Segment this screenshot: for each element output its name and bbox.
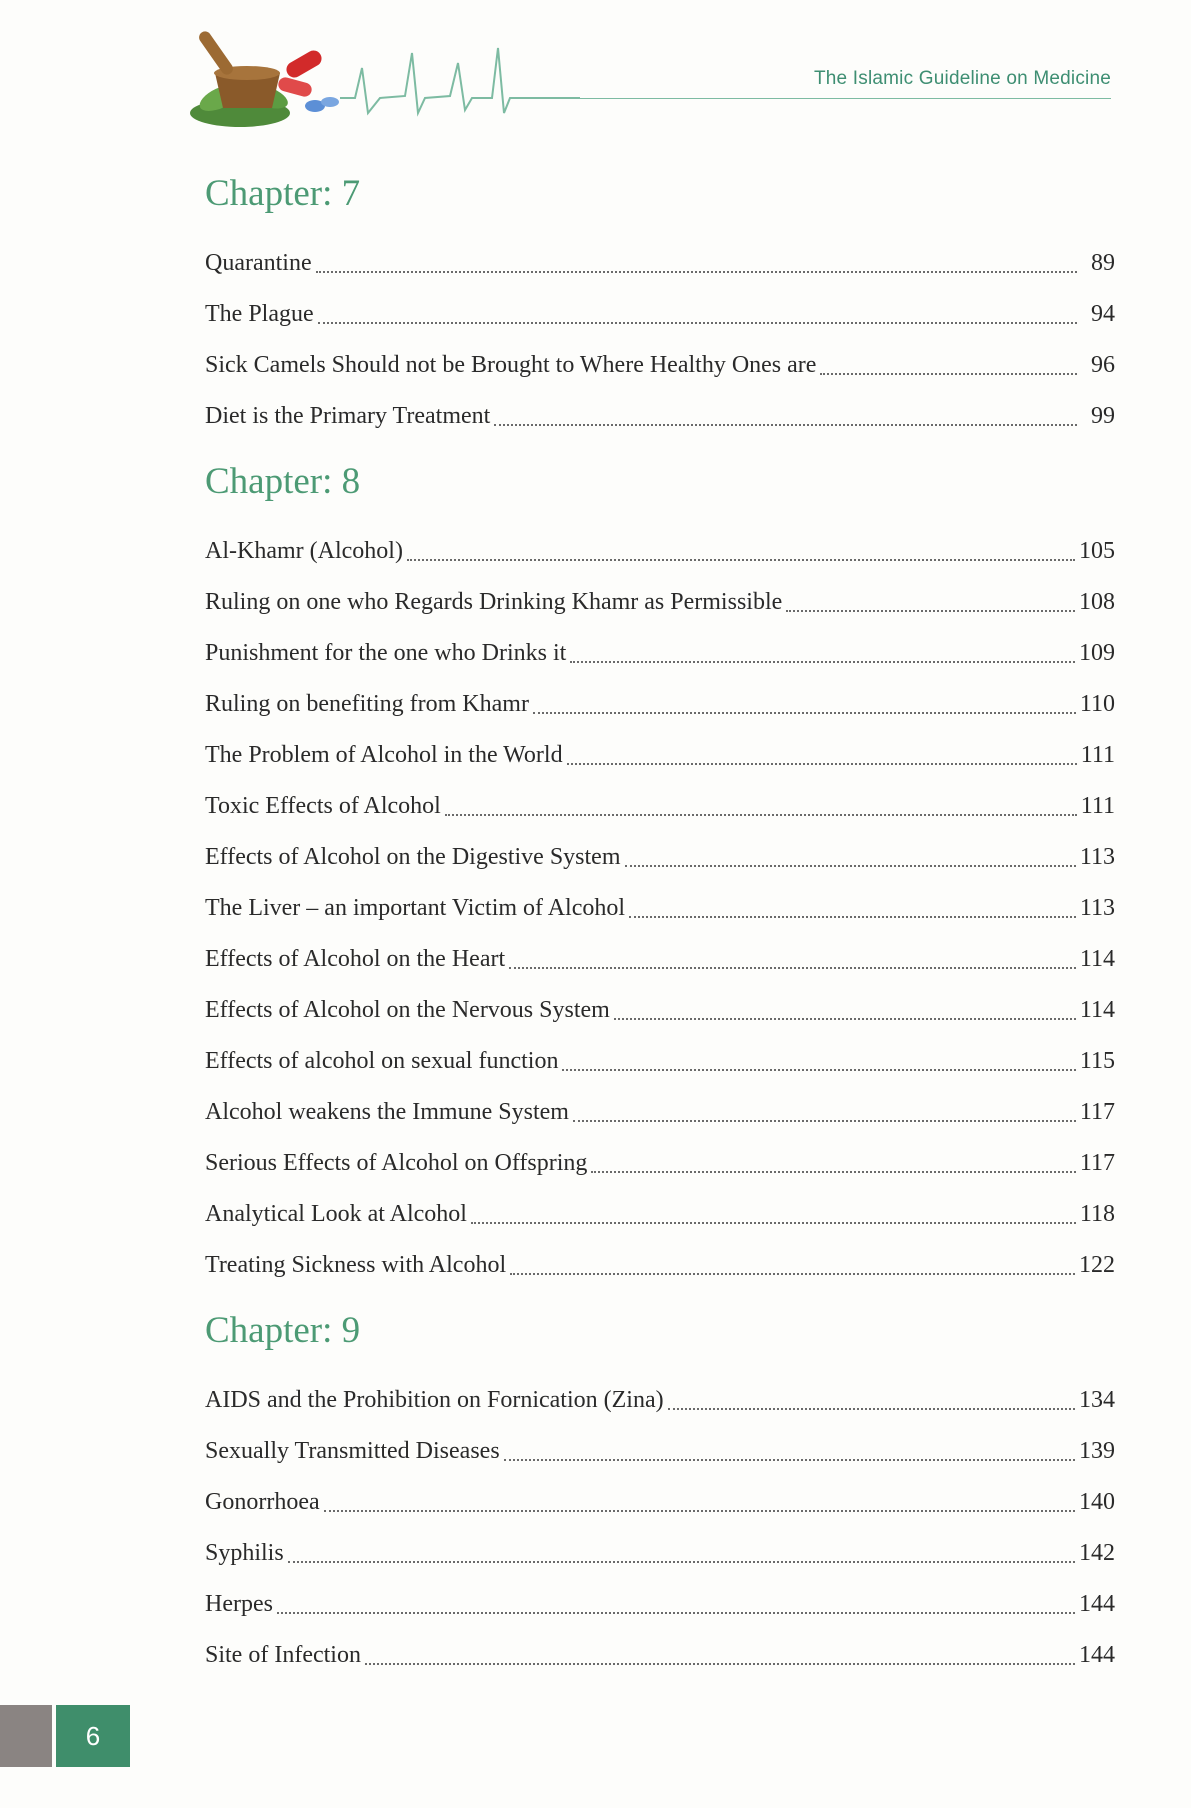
toc-entry-page: 96 <box>1091 352 1115 378</box>
dot-leader <box>509 966 1076 969</box>
page-number-tab <box>0 1705 130 1767</box>
dot-leader <box>562 1068 1075 1071</box>
toc-entry-title: Serious Effects of Alcohol on Offspring <box>205 1150 588 1176</box>
table-of-contents <box>205 168 1115 1695</box>
toc-entry-page: 108 <box>1079 589 1115 615</box>
toc-entry-page: 113 <box>1079 895 1115 921</box>
toc-entry[interactable] <box>205 391 1115 442</box>
toc-entry-page: 117 <box>1079 1099 1115 1125</box>
toc-entry-page: 110 <box>1079 691 1115 717</box>
toc-entry-title: Punishment for the one who Drinks it <box>205 640 567 666</box>
toc-entry[interactable] <box>205 628 1115 679</box>
toc-entry-title: The Liver – an important Victim of Alcohol <box>205 895 626 921</box>
toc-entry[interactable] <box>205 730 1115 781</box>
toc-entry-page: 144 <box>1079 1591 1115 1617</box>
toc-entry-title: Sick Camels Should not be Brought to Where Healthy Ones are <box>205 352 817 378</box>
toc-entry-page: 89 <box>1091 250 1115 276</box>
toc-entry-title: Alcohol weakens the Immune System <box>205 1099 569 1125</box>
dot-leader <box>494 423 1077 426</box>
toc-entry-title: Gonorrhoea <box>205 1489 320 1515</box>
toc-entry[interactable] <box>205 526 1115 577</box>
toc-entry-page: 140 <box>1079 1489 1115 1515</box>
toc-entry[interactable] <box>205 1189 1115 1240</box>
dot-leader <box>573 1119 1076 1122</box>
dot-leader <box>365 1662 1075 1665</box>
toc-entry[interactable] <box>205 934 1115 985</box>
toc-entry[interactable] <box>205 1375 1115 1426</box>
toc-entry[interactable] <box>205 1240 1115 1291</box>
dot-leader <box>445 813 1077 816</box>
toc-entry-page: 111 <box>1080 742 1115 768</box>
chapter-9 <box>205 1305 1115 1681</box>
dot-leader <box>570 660 1075 663</box>
toc-entry-page: 105 <box>1079 538 1115 564</box>
toc-entry-title: Site of Infection <box>205 1642 361 1668</box>
toc-entry-title: Diet is the Primary Treatment <box>205 403 491 429</box>
toc-entry-title: Treating Sickness with Alcohol <box>205 1252 507 1278</box>
toc-entry[interactable] <box>205 985 1115 1036</box>
dot-leader <box>318 321 1077 324</box>
toc-entry[interactable] <box>205 289 1115 340</box>
dot-leader <box>591 1170 1075 1173</box>
dot-leader <box>288 1560 1075 1563</box>
herbal-medicine-illustration <box>180 18 580 138</box>
toc-entry-title: The Plague <box>205 301 314 327</box>
toc-entry[interactable] <box>205 577 1115 628</box>
dot-leader <box>820 372 1077 375</box>
running-header-title: The Islamic Guideline on Medicine <box>813 68 1111 89</box>
toc-entry[interactable] <box>205 340 1115 391</box>
dot-leader <box>277 1611 1075 1614</box>
toc-entry[interactable] <box>205 1138 1115 1189</box>
dot-leader <box>668 1407 1075 1410</box>
dot-leader <box>504 1458 1075 1461</box>
toc-entry-title: Sexually Transmitted Diseases <box>205 1438 500 1464</box>
toc-entry-title: Quarantine <box>205 250 312 276</box>
dot-leader <box>316 270 1077 273</box>
toc-entry-page: 99 <box>1091 403 1115 429</box>
toc-entry-title: Effects of Alcohol on the Nervous System <box>205 997 610 1023</box>
toc-entry-title: Effects of Alcohol on the Digestive System <box>205 844 621 870</box>
dot-leader <box>533 711 1076 714</box>
toc-entry-page: 134 <box>1079 1387 1115 1413</box>
toc-entry-title: AIDS and the Prohibition on Fornication (Zina) <box>205 1387 664 1413</box>
toc-entry-title: Analytical Look at Alcohol <box>205 1201 467 1227</box>
page-tab-gray-block <box>0 1705 52 1767</box>
dot-leader <box>614 1017 1076 1020</box>
toc-entry-page: 144 <box>1079 1642 1115 1668</box>
dot-leader <box>471 1221 1076 1224</box>
toc-entry[interactable] <box>205 238 1115 289</box>
dot-leader <box>629 915 1076 918</box>
toc-entry-page: 142 <box>1079 1540 1115 1566</box>
toc-entry-page: 122 <box>1079 1252 1115 1278</box>
toc-entry[interactable] <box>205 1579 1115 1630</box>
dot-leader <box>324 1509 1075 1512</box>
dot-leader <box>407 558 1075 561</box>
dot-leader <box>510 1272 1075 1275</box>
toc-entry[interactable] <box>205 1036 1115 1087</box>
dot-leader <box>786 609 1075 612</box>
toc-entry-page: 114 <box>1079 997 1115 1023</box>
dot-leader <box>567 762 1077 765</box>
toc-entry-page: 118 <box>1079 1201 1115 1227</box>
toc-entry[interactable] <box>205 883 1115 934</box>
toc-entry-title: Herpes <box>205 1591 273 1617</box>
page-header <box>0 0 1191 140</box>
toc-entry-title: Syphilis <box>205 1540 284 1566</box>
toc-entry[interactable] <box>205 1630 1115 1681</box>
toc-entry[interactable] <box>205 781 1115 832</box>
toc-entry-title: Effects of alcohol on sexual function <box>205 1048 559 1074</box>
toc-entry-page: 139 <box>1079 1438 1115 1464</box>
chapter-heading: Chapter: 7 <box>205 173 361 214</box>
toc-entry-page: 94 <box>1091 301 1115 327</box>
toc-entry[interactable] <box>205 1528 1115 1579</box>
toc-entry-title: Effects of Alcohol on the Heart <box>205 946 506 972</box>
chapter-8 <box>205 456 1115 1291</box>
chapter-heading: Chapter: 9 <box>205 1310 361 1351</box>
toc-entry-title: The Problem of Alcohol in the World <box>205 742 563 768</box>
chapter-heading: Chapter: 8 <box>205 461 361 502</box>
toc-entry[interactable] <box>205 1477 1115 1528</box>
toc-entry-page: 109 <box>1079 640 1115 666</box>
toc-entry[interactable] <box>205 1087 1115 1138</box>
toc-entry-page: 115 <box>1079 1048 1115 1074</box>
toc-entry[interactable] <box>205 1426 1115 1477</box>
toc-entry-title: Ruling on one who Regards Drinking Khamr as Permissible <box>205 589 783 615</box>
toc-entry[interactable] <box>205 832 1115 883</box>
dot-leader <box>625 864 1076 867</box>
toc-entry-page: 117 <box>1079 1150 1115 1176</box>
toc-entry-title: Al-Khamr (Alcohol) <box>205 538 403 564</box>
page-number: 6 <box>56 1705 130 1767</box>
toc-entry[interactable] <box>205 679 1115 730</box>
toc-entry-page: 114 <box>1079 946 1115 972</box>
toc-entry-title: Toxic Effects of Alcohol <box>205 793 441 819</box>
toc-entry-title: Ruling on benefiting from Khamr <box>205 691 529 717</box>
toc-entry-page: 111 <box>1080 793 1115 819</box>
header-divider <box>560 98 1111 99</box>
toc-entry-page: 113 <box>1079 844 1115 870</box>
chapter-7 <box>205 168 1115 442</box>
